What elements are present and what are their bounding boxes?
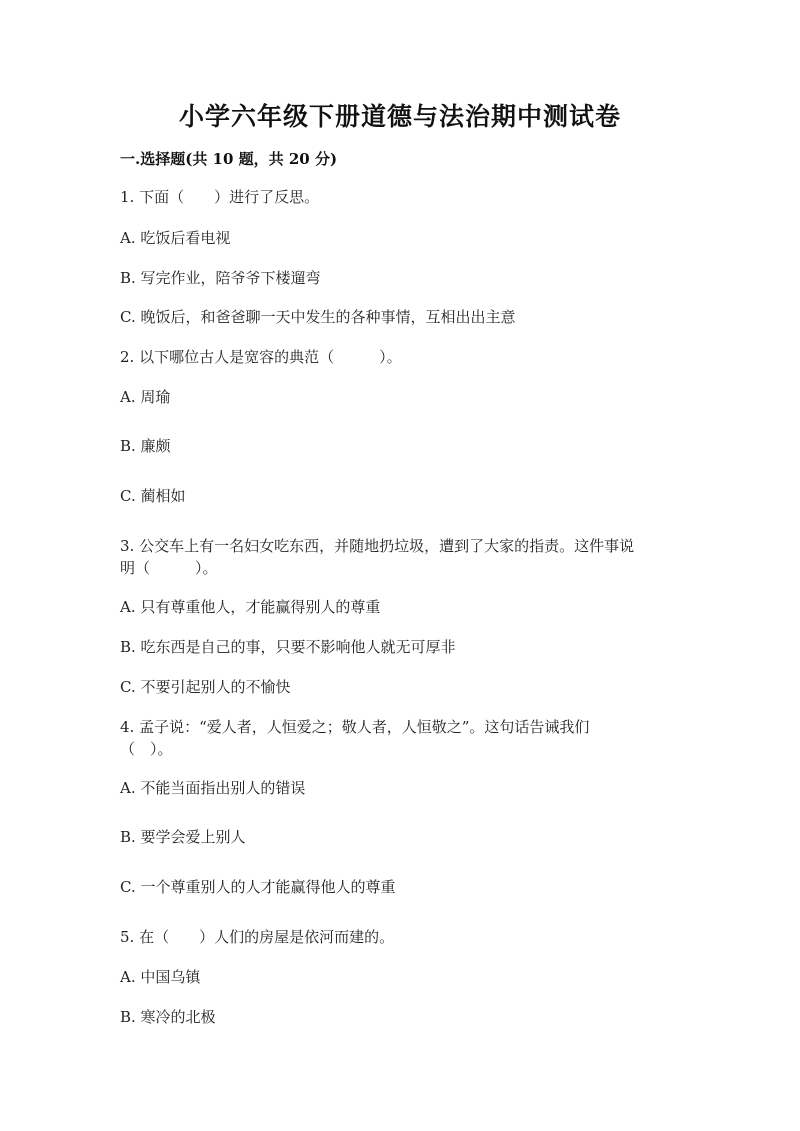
question-5-option-a: A. 中国乌镇 — [120, 968, 201, 986]
question-4-stem-line1: 4. 孟子说：“爱人者，人恒爱之；敬人者，人恒敬之”。这句话告诫我们 — [120, 718, 590, 736]
section-heading: 一.选择题(共 10 题，共 20 分) — [120, 150, 338, 168]
question-2-option-a: A. 周瑜 — [120, 388, 171, 406]
question-2-option-b: B. 廉颇 — [120, 437, 171, 455]
question-5-stem: 5. 在（ ）人们的房屋是依河而建的。 — [120, 928, 395, 946]
question-3-stem-line2: 明（ ）。 — [120, 559, 218, 577]
question-1-option-b: B. 写完作业，陪爷爷下楼遛弯 — [120, 269, 321, 287]
question-4-stem-line2: （ ）。 — [120, 740, 173, 758]
question-4-option-b: B. 要学会爱上别人 — [120, 828, 246, 846]
question-3-stem-line1: 3. 公交车上有一名妇女吃东西，并随地扔垃圾，遭到了大家的指责。这件事说 — [120, 537, 635, 555]
exam-title: 小学六年级下册道德与法治期中测试卷 — [178, 102, 621, 131]
question-5-option-b: B. 寒冷的北极 — [120, 1008, 216, 1026]
question-4-option-c: C. 一个尊重别人的人才能赢得他人的尊重 — [120, 878, 396, 896]
question-2-stem: 2. 以下哪位古人是宽容的典范（ ）。 — [120, 348, 402, 366]
question-3-option-c: C. 不要引起别人的不愉快 — [120, 678, 291, 696]
question-1-option-c: C. 晚饭后，和爸爸聊一天中发生的各种事情，互相出出主意 — [120, 308, 516, 326]
question-3-option-b: B. 吃东西是自己的事，只要不影响他人就无可厚非 — [120, 638, 456, 656]
question-2-option-c: C. 蔺相如 — [120, 487, 186, 505]
question-1-stem: 1. 下面（ ）进行了反思。 — [120, 188, 320, 206]
question-4-option-a: A. 不能当面指出别人的错误 — [120, 779, 306, 797]
question-3-option-a: A. 只有尊重他人，才能赢得别人的尊重 — [120, 598, 381, 616]
question-1-option-a: A. 吃饭后看电视 — [120, 229, 231, 247]
